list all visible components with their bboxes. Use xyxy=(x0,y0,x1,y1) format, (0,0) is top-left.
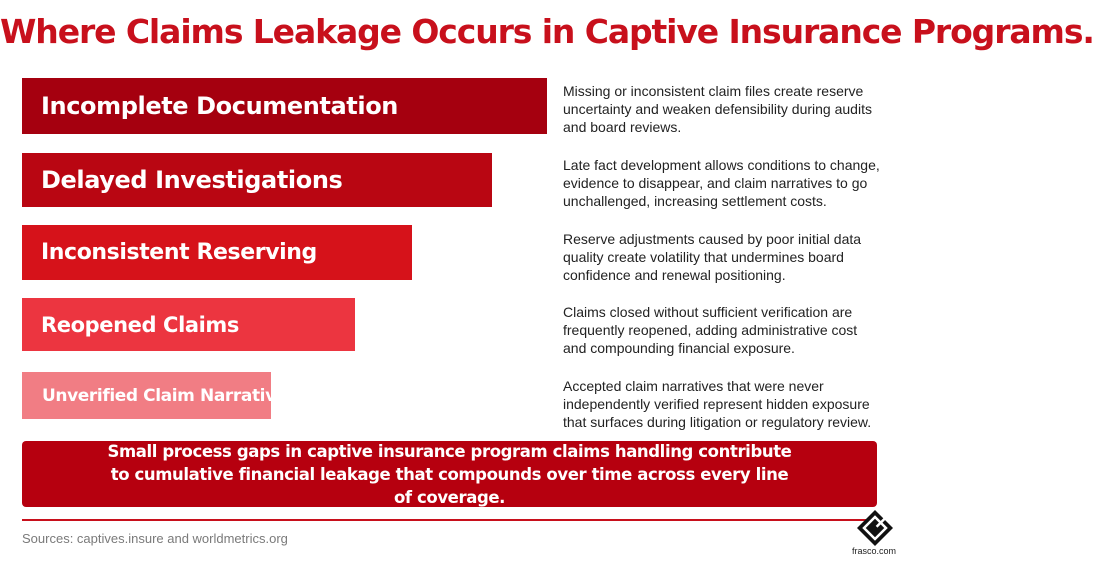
bar-reopened-claims xyxy=(22,298,355,351)
bar-incomplete-documentation xyxy=(22,78,547,134)
bar-label: Unverified Claim Narratives xyxy=(42,385,297,406)
bar-label: Inconsistent Reserving xyxy=(41,240,317,265)
bar-label: Delayed Investigations xyxy=(41,166,343,194)
bar-label: Reopened Claims xyxy=(41,312,240,337)
brand-url: frasco.com xyxy=(852,546,897,556)
summary-callout xyxy=(22,441,877,507)
bar-unverified-claim-narratives xyxy=(22,372,297,419)
frasco-diamond-logo-icon xyxy=(855,508,895,548)
bar-delayed-investigations xyxy=(22,153,492,207)
bar-inconsistent-reserving xyxy=(22,225,412,280)
description-unverified-claim-narratives: Accepted claim narratives that were never independently verified represent hidden exposure that surfaces during litigation or regulatory review. xyxy=(563,378,872,430)
description-inconsistent-reserving: Reserve adjustments caused by poor initial data quality create volatility that undermines board confidence and renewal positioning. xyxy=(563,231,862,283)
description-reopened-claims: Claims closed without sufficient verification are frequently reopened, adding administrative cost and compounding financial exposure. xyxy=(563,304,858,356)
sources-text: Sources: captives.insure and worldmetrics.org xyxy=(22,531,288,546)
summary-callout-text: Small process gaps in captive insurance program claims handling contribute to cumulative financial leakage that compounds over time across every line of coverage. xyxy=(107,441,792,507)
page-title: Where Claims Leakage Occurs in Captive Insurance Programs. xyxy=(0,12,1094,51)
description-incomplete-documentation: Missing or inconsistent claim files create reserve uncertainty and weaken defensibility during audits and board reviews. xyxy=(563,83,872,135)
bar-label: Incomplete Documentation xyxy=(41,92,398,120)
footer-divider xyxy=(22,519,872,521)
description-delayed-investigations: Late fact development allows conditions to change, evidence to disappear, and claim narratives to go unchallenged, increasing settlement costs. xyxy=(563,157,880,209)
